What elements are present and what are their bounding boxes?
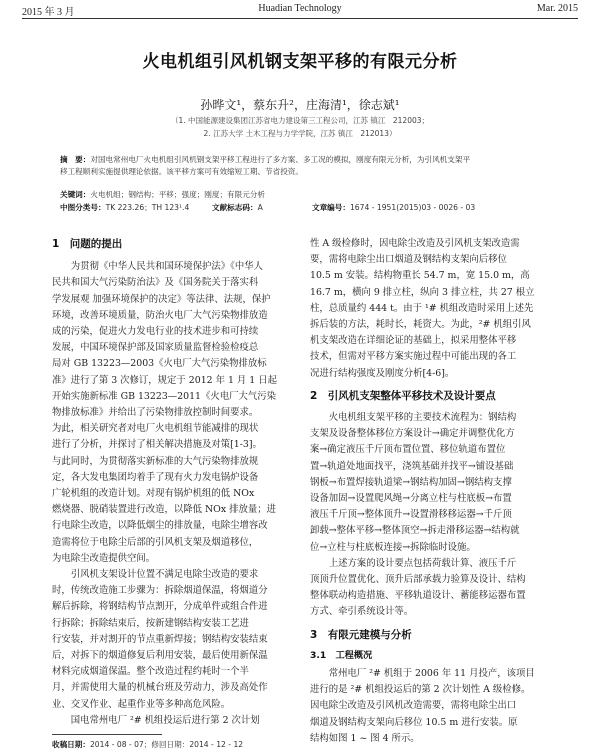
text-line: 置→轨道处地面找平，浇筑基础并找平→铺设基础 [310, 460, 514, 472]
text-line: 与此同时，为贯彻落实新标准的大气污染物排放规 [52, 455, 259, 467]
text-line: 液压千斤顶→整体顶升→设置滑移移运器→千斤顶 [310, 509, 512, 521]
text-line: 进行了分析，并探讨了相关解决措施及对策[1-3]。 [52, 439, 262, 451]
text-line: 10.5 m 安装。结构物重长 54.7 m，宽 15.0 m，高 [310, 270, 530, 282]
left-column-body [52, 259, 290, 729]
abstract-label: 摘 要： [60, 155, 91, 164]
text-line: 性 A 级检修时，因电除尘改造及引风机支架改造需 [310, 238, 520, 249]
text-line: 为此，相关研究者对电厂火电机组节能减排的现状 [52, 423, 259, 435]
text-line: 烟道及钢结构支架向后移位 10.5 m 进行安装。原 [310, 716, 518, 728]
text-line: 结构如图 1 ~ 图 4 所示。 [310, 732, 420, 744]
section-heading-3: 3 有限元建模与分析 [310, 628, 412, 641]
text-line: 准》进行了第 3 次修订，规定于 2012 年 1 月 1 日起 [52, 374, 277, 386]
document-code: 文献标志码：A [212, 203, 263, 212]
footnote-rule [52, 734, 162, 735]
text-line: 行安装，并对割开的节点重新焊接；钢结构安装结束 [52, 633, 268, 645]
right-column-body-a [310, 236, 552, 382]
abstract [60, 154, 540, 178]
header-date-en: Mar. 2015 [536, 3, 578, 14]
affiliation-2: 2. 江苏大学 土木工程与力学学院，江苏 镇江 212013） [203, 129, 397, 138]
text-line: 16.7 m，横向 9 排立柱，纵向 3 排立柱，共 27 根立 [310, 286, 535, 298]
affiliation-1: （1. 中国能源建设集团江苏省电力建设第三工程公司，江苏 镇江 212003； [170, 116, 430, 125]
text-line: 造需将位于电除尘后部的引风机支架及烟道移位， [52, 536, 259, 548]
text-line: 学发展观 加强环境保护的决定》等法律、法规，保护 [52, 293, 271, 305]
article-number: 文章编号：1674 - 1951(2015)03 - 0026 - 03 [312, 203, 476, 212]
text-line: 柱，总质量约 444 t。由于 ¹# 机组改造时采用上述先 [310, 302, 534, 314]
right-column-body-c [310, 666, 552, 747]
abstract-line: 移工程顺利实施提供理论依据。该平移方案可有效缩短工期、节省投资。 [60, 167, 303, 176]
text-line: 方式、牵引系统设计等。 [310, 606, 414, 618]
text-line: 火电机组支架平移的主要技术流程为：钢结构 [328, 412, 517, 424]
text-line: 案→确定液压千斤顶布置位置、移位轨道布置位 [310, 444, 506, 456]
text-line: 进行的是 ²# 机组投运后的第 2 次计划性 A 级检修。 [310, 684, 531, 696]
text-line: 发展，中国环境保护部及国家质量监督检验检疫总 [52, 342, 259, 354]
text-line: 燃烧器、脱硝装置进行改造，以降低 NOx 排放量；进 [52, 504, 277, 516]
text-line: 后，对拆下的烟道修复后利用安装，最后使用新保温 [52, 650, 268, 662]
paper-title: 火电机组引风机钢支架平移的有限元分析 [142, 52, 458, 72]
text-line: 时，传统改造施工步骤为：拆除烟道保温，将烟道分 [52, 585, 268, 597]
text-line: 解后拆除，将钢结构节点割开，分成单件或组合件进 [52, 601, 268, 613]
text-line: 顶顶升位置优化、顶升后部承载力验算及设计、结构 [310, 574, 526, 586]
right-column [310, 236, 552, 747]
keywords-label: 关键词： [60, 190, 91, 199]
keywords-text: 火电机组；钢结构；平移；强度；刚度；有限元分析 [90, 190, 266, 199]
text-line: 机支架改造在详细论证的基础上，拟采用整体平移 [310, 335, 517, 347]
text-line: 引风机支架设计位置不满足电除尘改造的要求 [70, 569, 259, 581]
abstract-line: 摘 要：对国电常州电厂火电机组引风机钢支架平移工程进行了多方案、多工况的模拟，刚度有限元分析，为引风机支架平 [60, 155, 471, 164]
text-line: 材料完成烟道保温。整个改造过程约耗时一个半 [52, 666, 249, 678]
text-line: 定，各大发电集团均着手了现有火力发电锅炉设备 [52, 471, 259, 483]
text-line: 设备加固→设置爬风绳→分离立柱与柱底板→布置 [310, 493, 512, 505]
text-line: 位→立柱与柱底板连接→拆除临时设施。 [310, 541, 476, 553]
text-line: 要，需将电除尘出口烟道及钢结构支架向后移位 [310, 254, 507, 266]
text-line: 况进行结构强度及刚度分析[4-6]。 [310, 367, 455, 379]
clc-number: 中图分类号：TK 223.26；TH 123¹.4 [60, 203, 190, 212]
text-line: 技术，但需对平移方案实施过程中可能出现的各工 [310, 351, 517, 363]
text-line: 民共和国大气污染防治法》及《国务院关于落实科 [52, 277, 259, 289]
section-heading-1: 1 问题的提出 [52, 238, 123, 250]
subsection-heading-3-1: 3.1 工程概况 [310, 649, 373, 661]
running-header [22, 3, 578, 17]
header-journal: Huadian Technology [258, 3, 342, 14]
text-line: 为电除尘改造提供空间。 [52, 552, 156, 564]
text-line: 行电除尘改造，以降低烟尘的排放量，电除尘增容改 [52, 520, 268, 532]
text-line: 局对 GB 13223—2003《火电厂大气污染物排放标 [52, 358, 267, 370]
text-line: 国电常州电厂 ²# 机组投运后进行第 2 次计划 [70, 714, 260, 726]
text-line: 为贯彻《中华人民共和国环境保护法》《中华人 [70, 261, 263, 273]
text-line: 卸载→整体平移→整体顶空→拆走滑移运器→结构就 [310, 525, 520, 537]
header-date: 2015 年 3 月 [22, 7, 75, 18]
text-line: 行拆除；拆除结束后，按新建钢结构安装工艺进 [52, 617, 249, 629]
text-line: 成的污染，促进火力发电行业的技术进步和可持续 [52, 326, 259, 338]
author-list: 孙晔文¹，蔡东升²，庄海清¹，徐志斌¹ [200, 98, 400, 112]
text-line: 物排放标准》并给出了污染物排放控制时间要求。 [52, 407, 259, 419]
text-line: 支架及设备整体移位方案设计→确定并调整优化方 [310, 428, 515, 440]
text-line: 环境，改善环境质量，防治火电厂大气污染物排放造 [52, 309, 268, 321]
text-line: 上述方案的设计要点包括荷载计算、液压千斤 [328, 557, 517, 569]
section-heading-2: 2 引风机支架整体平移技术及设计要点 [310, 389, 496, 402]
text-line: 整体联动构造措施、平移轨道设计、蓄能移运器布置 [310, 590, 526, 602]
text-line: 常州电厂 ²# 机组于 2006 年 11 月投产，该项目 [328, 668, 535, 680]
right-column-body-b [310, 410, 552, 621]
text-line: 拆后装的方法，耗时长，耗资大。为此，²# 机组引风 [310, 319, 531, 331]
text-line: 钢板→布置焊接轨道梁→钢结构加固→钢结构支撑 [310, 476, 512, 488]
text-line: 月，并需使用大量的机械台班及劳动力，涉及高处作 [52, 682, 268, 694]
text-line: 开始实施新标准 GB 13223—2011《火电厂大气污染 [52, 390, 277, 402]
header-rule [22, 18, 578, 19]
received-date-footnote: 收稿日期：2014 - 08 - 07；修回日期：2014 - 12 - 12 [52, 740, 244, 749]
text-line: 广轮机组的改造计划。对现有锅炉机组的低 NOx [52, 488, 255, 500]
left-column [52, 236, 290, 729]
text-line: 因电除尘改造及引风机改造需要，需将电除尘出口 [310, 700, 517, 712]
keywords [60, 189, 540, 200]
text-line: 业、交叉作业、起重作业等多种高危风险。 [52, 698, 231, 710]
